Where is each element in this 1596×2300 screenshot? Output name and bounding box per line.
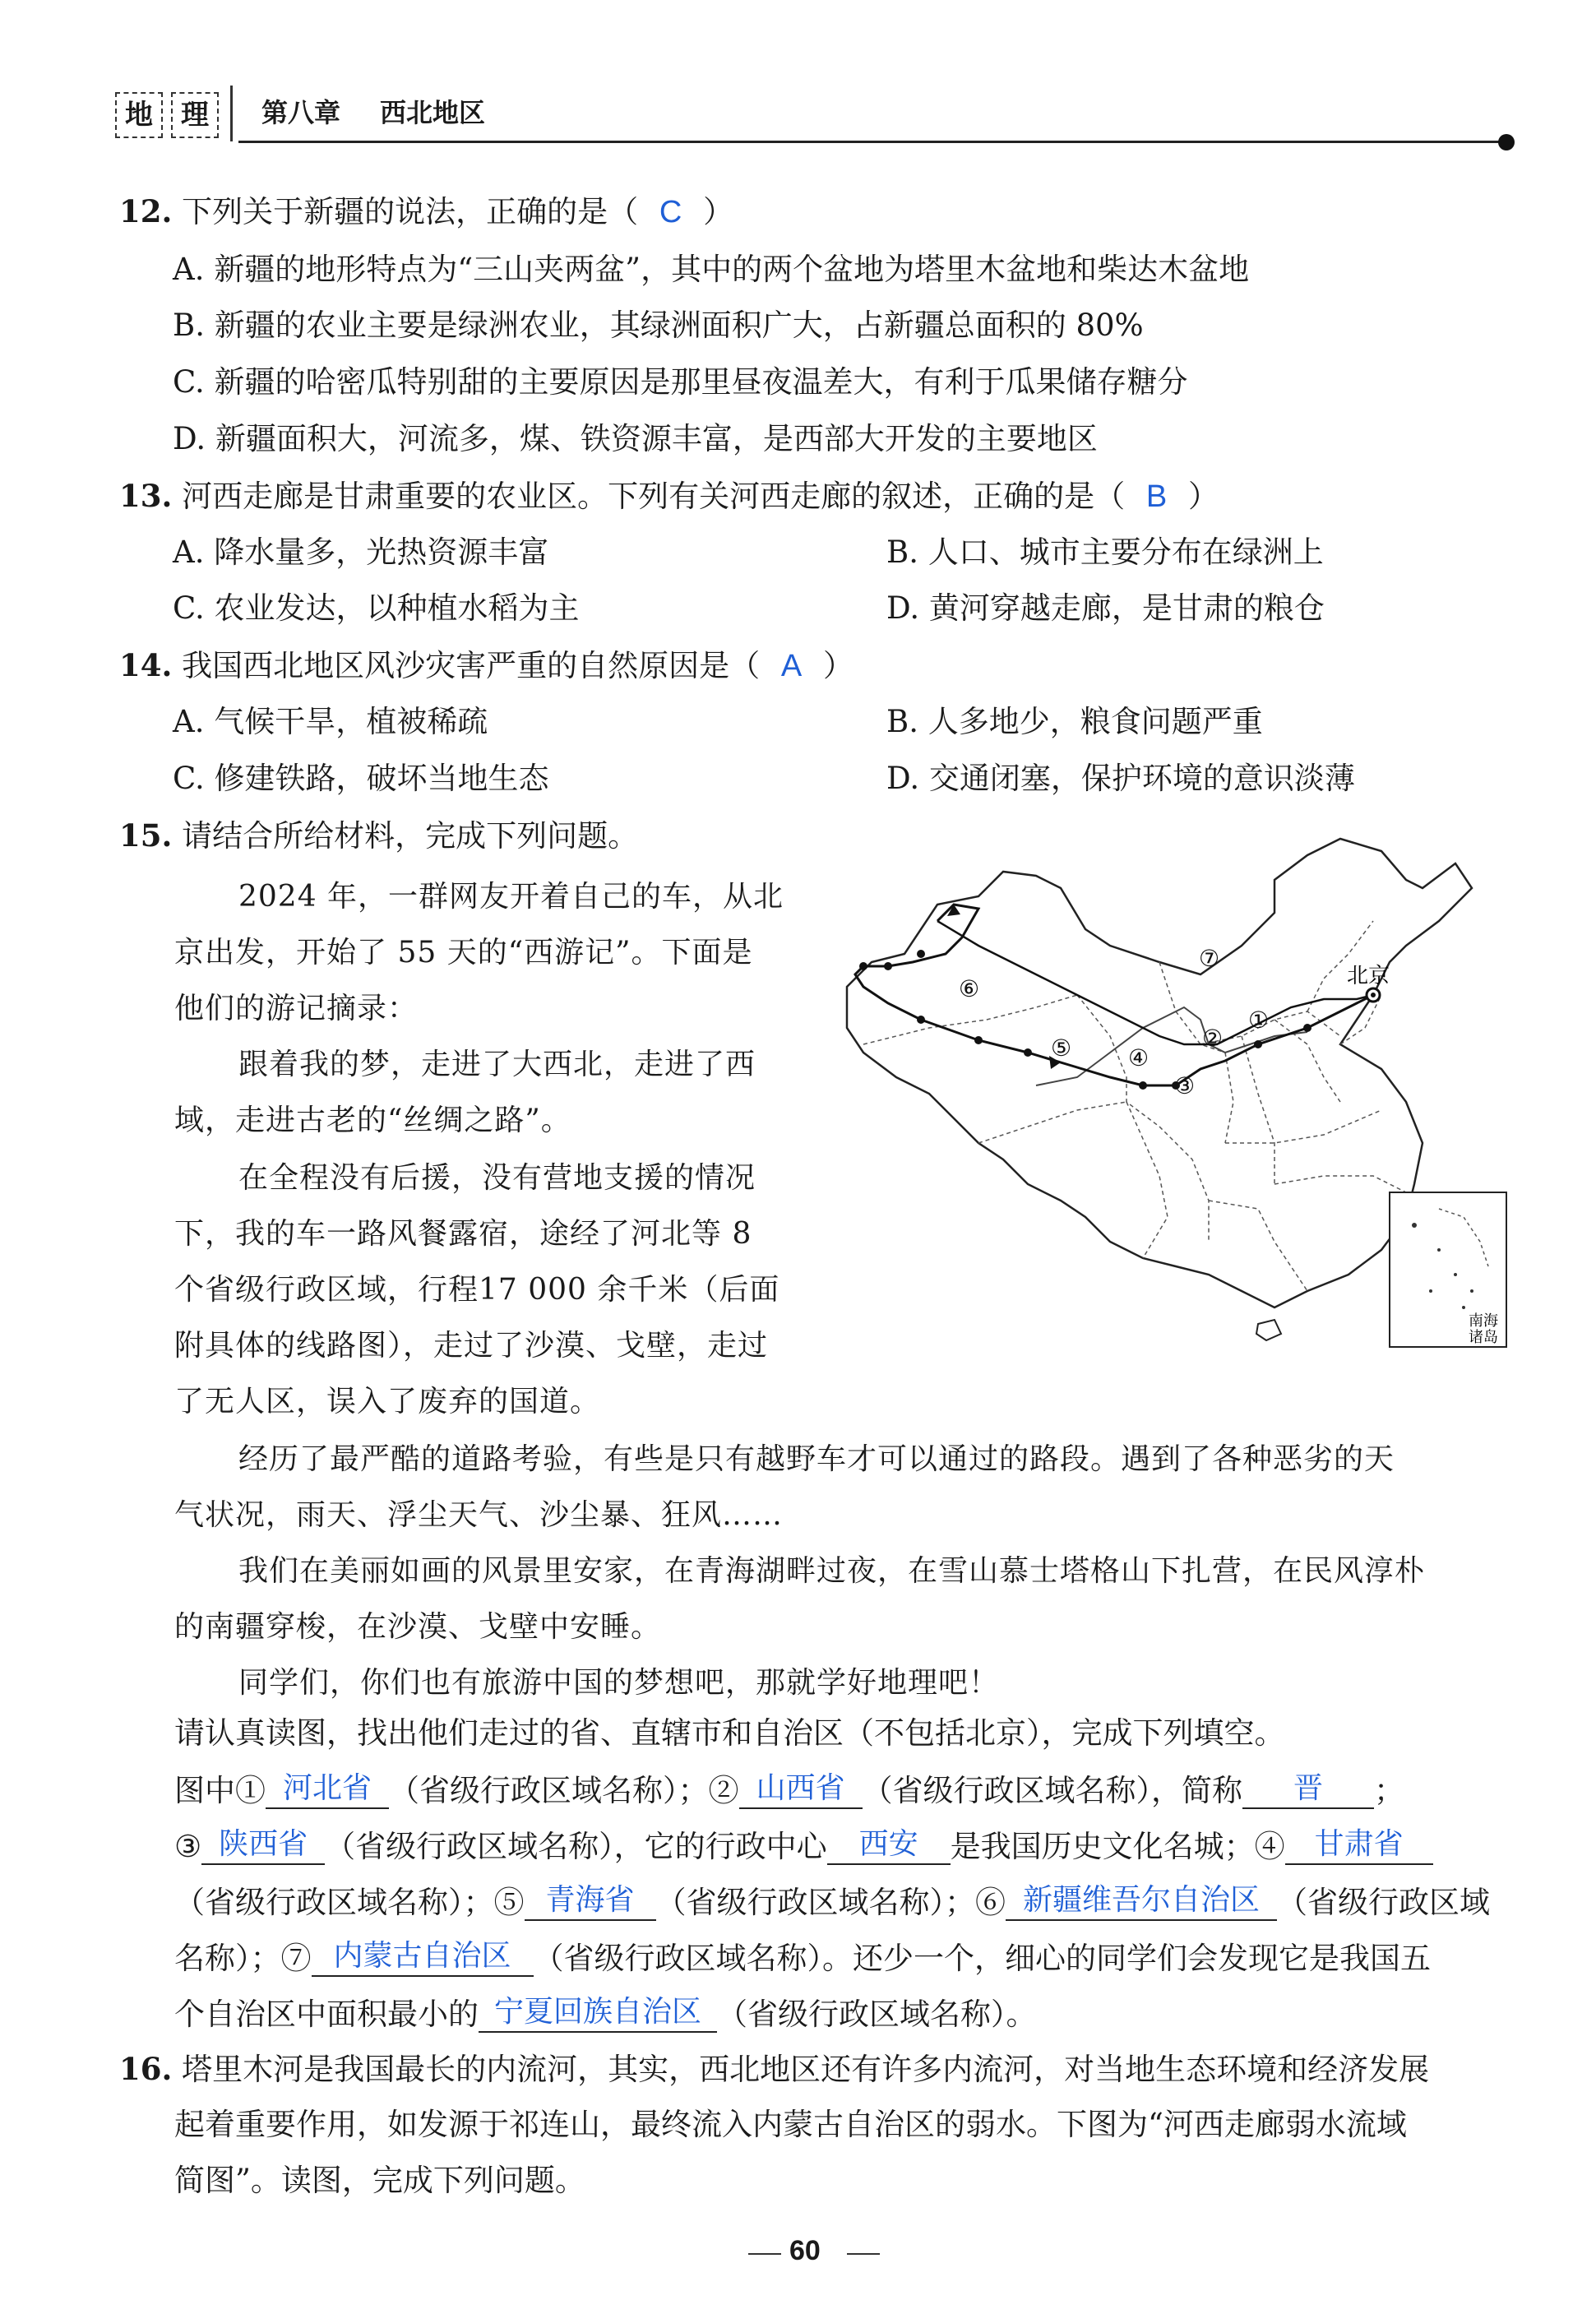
q13-option-c: C. 农业发达，以种植水稻为主 (173, 590, 580, 626)
q15-number: 15. (119, 817, 173, 854)
fill-line-3 (174, 1883, 1490, 1921)
chapter-label: 第八章 (261, 97, 341, 128)
header-divider (230, 86, 233, 141)
marker-1: ① (1248, 1007, 1270, 1034)
marker-5: ⑤ (1051, 1034, 1072, 1062)
q13-option-b: B. 人口、城市主要分布在绿洲上 (886, 535, 1324, 570)
q12-option-a: A. 新疆的地形特点为“三山夹两盆”，其中的两个盆地为塔里木盆地和柴达木盆地 (173, 252, 1250, 287)
q16-line-3: 简图”。读图，完成下列问题。 (174, 2163, 585, 2198)
q14-close: ） (823, 648, 854, 683)
material-line: 下，我的车一路风餐露宿，途经了河北等 8 (174, 1217, 752, 1251)
q16-number: 16. (119, 2051, 173, 2087)
q13-answer: B (1145, 479, 1168, 514)
subject-char-1: 地 (115, 92, 163, 138)
answer-blank-7: 内蒙古自治区 (312, 1939, 534, 1977)
fill-text: （省级行政区域名称）。 (717, 1997, 1037, 2032)
q12-stem: 下列关于新疆的说法，正确的是（ (182, 194, 639, 229)
q12-answer: C (659, 195, 682, 229)
q12-stem-line (119, 193, 733, 230)
answer-blank-4: 甘肃省 (1285, 1827, 1433, 1865)
q14-option-d: D. 交通闭塞，保护环境的意识淡薄 (886, 761, 1355, 796)
q13-stem-line (119, 478, 1219, 515)
beijing-label: 北京 (1347, 964, 1390, 988)
header-rule-dot (1498, 134, 1515, 150)
material-line: 附具体的线路图），走过了沙漠、戈壁，走过 (174, 1329, 769, 1363)
q12-option-b: B. 新疆的农业主要是绿洲农业，其绿洲面积广大，占新疆总面积的 80% (173, 308, 1144, 343)
q14-option-c: C. 修建铁路，破坏当地生态 (173, 761, 549, 796)
material-line: 他们的游记摘录： (174, 992, 419, 1025)
material-line: 我们在美丽如画的风景里安家，在青海湖畔过夜，在雪山慕士塔格山下扎营，在民风淳朴 (238, 1554, 1426, 1588)
fill-text: （省级行政区域名称），简称 (862, 1773, 1242, 1808)
material-line: 的南疆穿梭，在沙漠、戈壁中安睡。 (174, 1610, 662, 1644)
fill-text: （省级行政区域名称）。还少一个，细心的同学们会发现它是我国五 (533, 1941, 1431, 1976)
fill-line-1 (174, 1771, 1404, 1809)
q14-stem: 我国西北地区风沙灾害严重的自然原因是（ (182, 648, 761, 683)
travel-route (855, 905, 1373, 1085)
fill-text: （省级行政区域名称）；② (389, 1773, 739, 1808)
material-line: 了无人区，误入了废弃的国道。 (174, 1385, 601, 1418)
fill-text: （省级行政区域名称），它的行政中心 (325, 1829, 827, 1864)
q13-option-d: D. 黄河穿越走廊，是甘肃的粮仓 (886, 590, 1325, 626)
china-outline (847, 839, 1472, 1307)
material-line: 气状况，雨天、浮尘天气、沙尘暴、狂风…… (174, 1498, 784, 1532)
answer-blank-8: 宁夏回族自治区 (479, 1995, 717, 2033)
marker-4: ④ (1128, 1044, 1150, 1071)
answer-blank-5: 青海省 (525, 1883, 656, 1921)
q15-stem: 请结合所给材料，完成下列问题。 (182, 818, 639, 854)
material-line: 2024 年，一群网友开着自己的车，从北 (238, 880, 784, 914)
subject-char-2: 理 (171, 92, 219, 138)
marker-3: ③ (1174, 1072, 1196, 1099)
q14-answer: A (780, 649, 803, 683)
answer-blank-2b: 晋 (1242, 1771, 1374, 1809)
material-line: 跟着我的梦，走进了大西北，走进了西 (238, 1048, 756, 1081)
fill-text: （省级行政区域 (1277, 1885, 1490, 1920)
material-line: 在全程没有后援，没有营地支援的情况 (238, 1161, 756, 1195)
fill-line-4 (174, 1939, 1431, 1977)
q15-stem-line (119, 817, 638, 854)
q16-line-1 (119, 2051, 1429, 2088)
q12-option-d: D. 新疆面积大，河流多，煤、铁资源丰富，是西部大开发的主要地区 (173, 421, 1098, 456)
fill-text: （省级行政区域名称）；⑤ (174, 1885, 525, 1920)
marker-2: ② (1202, 1025, 1224, 1052)
material-line: 京出发，开始了 55 天的“西游记”。下面是 (174, 936, 753, 970)
q16-text: 塔里木河是我国最长的内流河，其实，西北地区还有许多内流河，对当地生态环境和经济发展 (182, 2052, 1430, 2087)
q13-option-a: A. 降水量多，光热资源丰富 (173, 535, 549, 570)
q12-close: ） (703, 194, 734, 229)
q14-option-a: A. 气候干旱，植被稀疏 (173, 704, 488, 739)
q14-option-b: B. 人多地少，粮食问题严重 (886, 704, 1263, 739)
q13-stem: 河西走廊是甘肃重要的农业区。下列有关河西走廊的叙述，正确的是（ (182, 479, 1126, 514)
q16-line-2: 起着重要作用，如发源于祁连山，最终流入内蒙古自治区的弱水。下图为“河西走廊弱水流域 (174, 2107, 1407, 2142)
page-number: 60 (789, 2235, 821, 2266)
marker-6: ⑥ (959, 975, 980, 1002)
q12-option-c: C. 新疆的哈密瓜特别甜的主要原因是那里昼夜温差大，有利于瓜果储存糖分 (173, 364, 1188, 400)
q12-number: 12. (119, 193, 173, 229)
marker-7: ⑦ (1199, 945, 1220, 972)
answer-blank-2: 山西省 (739, 1771, 863, 1809)
material-line: 个省级行政区域，行程17 000 余千米（后面 (174, 1273, 780, 1307)
material-line: 经历了最严酷的道路考验，有些是只有越野车才可以通过的路段。遇到了各种恶劣的天 (238, 1442, 1395, 1476)
fill-text: （省级行政区域名称）；⑥ (655, 1885, 1006, 1920)
answer-blank-6: 新疆维吾尔自治区 (1006, 1883, 1277, 1921)
footer-dash-right (847, 2253, 880, 2255)
q13-close: ） (1188, 479, 1219, 514)
material-line: 同学们，你们也有旅游中国的梦想吧，那就学好地理吧！ (238, 1666, 1000, 1700)
q14-number: 14. (119, 647, 173, 683)
answer-blank-1: 河北省 (266, 1771, 389, 1809)
q13-number: 13. (119, 478, 173, 514)
inset-label-2: 诸岛 (1469, 1329, 1498, 1346)
fill-text: 个自治区中面积最小的 (174, 1997, 479, 2032)
footer-dash-left (748, 2253, 781, 2255)
material-line: 域，走进古老的“丝绸之路”。 (174, 1104, 571, 1137)
fill-text: 是我国历史文化名城；④ (950, 1829, 1285, 1864)
header-rule (238, 141, 1503, 143)
q14-stem-line (119, 647, 854, 684)
china-route-map (814, 831, 1513, 1357)
answer-blank-3b: 西安 (827, 1827, 951, 1865)
inset-label-1: 南海 (1469, 1312, 1498, 1330)
fill-text: ③ (174, 1829, 202, 1864)
fill-line-5 (174, 1995, 1037, 2033)
fill-text: 图中① (174, 1773, 266, 1808)
fill-text: 名称）；⑦ (174, 1941, 312, 1976)
answer-blank-3: 陕西省 (201, 1827, 325, 1865)
q15-instruction: 请认真读图，找出他们走过的省、直辖市和自治区（不包括北京），完成下列填空。 (174, 1715, 1285, 1751)
fill-text: ； (1374, 1773, 1404, 1808)
fill-line-2 (174, 1827, 1433, 1865)
section-title: 西北地区 (380, 97, 486, 128)
